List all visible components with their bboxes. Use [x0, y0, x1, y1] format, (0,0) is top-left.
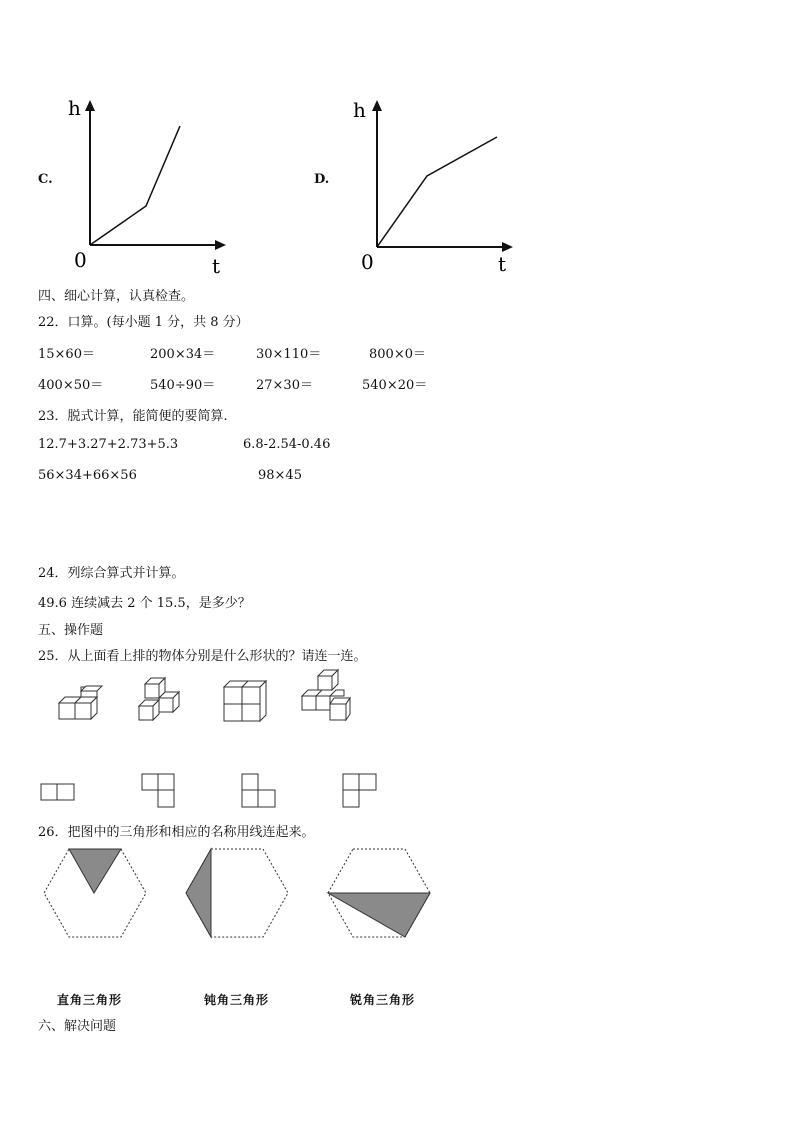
- q23-item-2: 6.8-2.54-0.46: [243, 437, 331, 452]
- top-view-3: [241, 773, 277, 809]
- top-view-1: [40, 783, 76, 802]
- hexagon-3: [326, 847, 432, 939]
- graph-d-origin: 0: [361, 250, 374, 274]
- section-5-title: 五、操作题: [38, 623, 104, 638]
- graph-d: [347, 95, 522, 280]
- hexagon-1: [42, 847, 148, 939]
- option-c-label: C.: [38, 172, 53, 187]
- cube-figure-4: [300, 670, 354, 724]
- q23-title: 23．脱式计算，能简便的要简算.: [38, 409, 228, 424]
- q26-title: 26．把图中的三角形和相应的名称用线连起来。: [38, 825, 315, 840]
- q22-r2-c3: 27×30＝: [256, 378, 313, 393]
- label-right-triangle: 直角三角形: [57, 993, 123, 1007]
- cube-figure-2: [137, 676, 189, 726]
- label-obtuse-triangle: 钝角三角形: [204, 993, 270, 1007]
- graph-d-y-label: h: [353, 98, 366, 122]
- q25-title: 25．从上面看上排的物体分别是什么形状的？请连一连。: [38, 649, 367, 664]
- graph-d-x-label: t: [498, 252, 507, 276]
- q24-title: 24．列综合算式并计算。: [38, 566, 185, 581]
- graph-c-line: [90, 126, 180, 245]
- q22-r2-c2: 540÷90＝: [150, 378, 216, 393]
- graph-d-line: [377, 137, 497, 247]
- section-4-title: 四、细心计算，认真检查。: [38, 289, 195, 304]
- top-view-2: [141, 773, 175, 809]
- q23-item-4: 98×45: [258, 468, 302, 483]
- triangle-2: [186, 849, 211, 937]
- q22-r1-c1: 15×60＝: [38, 347, 95, 362]
- graph-c-y-label: h: [68, 96, 81, 120]
- cube-figure-1: [55, 686, 105, 724]
- q22-r1-c3: 30×110＝: [256, 347, 322, 362]
- top-view-4: [342, 773, 378, 809]
- graph-c-x-label: t: [212, 254, 221, 278]
- q22-title: 22．口算。(每小题 1 分，共 8 分）: [38, 315, 249, 330]
- option-d-label: D.: [314, 172, 330, 187]
- q22-r1-c2: 200×34＝: [150, 347, 216, 362]
- q23-item-1: 12.7+3.27+2.73+5.3: [38, 437, 179, 452]
- q23-item-3: 56×34+66×56: [38, 468, 137, 483]
- q22-r2-c4: 540×20＝: [362, 378, 428, 393]
- hexagon-2: [184, 847, 290, 939]
- q22-r1-c4: 800×0＝: [369, 347, 426, 362]
- q22-r2-c1: 400×50＝: [38, 378, 104, 393]
- label-acute-triangle: 锐角三角形: [350, 993, 416, 1007]
- graph-c: [60, 95, 235, 278]
- q24-text: 49.6 连续减去 2 个 15.5，是多少？: [38, 596, 251, 611]
- cube-figure-3: [222, 679, 270, 725]
- section-6-title: 六、解决问题: [38, 1019, 117, 1034]
- graph-c-origin: 0: [74, 248, 87, 272]
